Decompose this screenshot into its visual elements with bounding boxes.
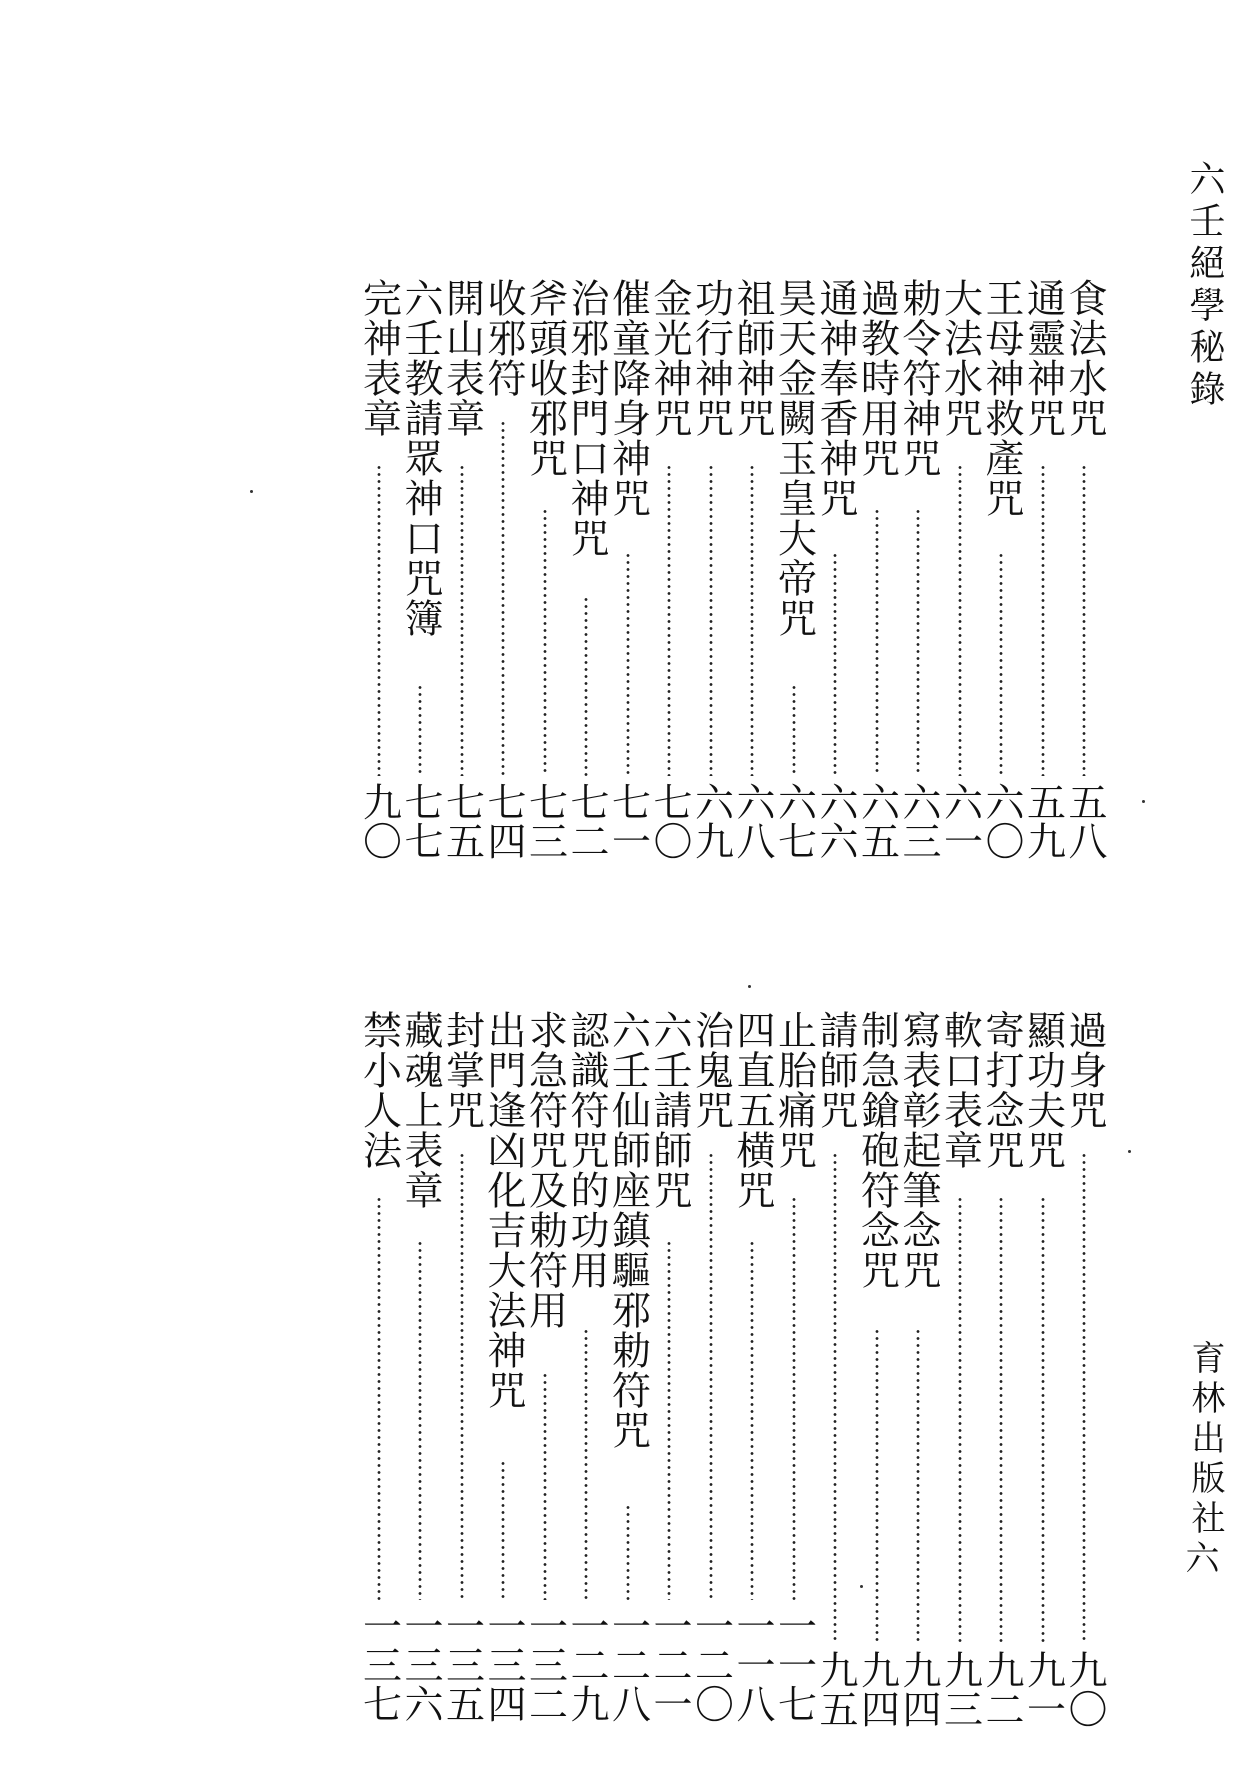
toc-entry <box>606 278 650 870</box>
toc-entry-page: 五九 <box>1020 782 1066 860</box>
toc-entry-page: 七七 <box>398 782 443 860</box>
toc-entry <box>1021 278 1065 870</box>
toc-entry-title: 王母神救產咒 <box>979 278 1024 518</box>
toc-entry-title: 斧頭收邪咒 <box>522 278 568 478</box>
toc-entry-page: 九三 <box>937 1650 983 1728</box>
toc-entry-page: 七一 <box>605 782 651 860</box>
toc-entry-page: 九〇 <box>356 782 402 860</box>
toc-entry-title: 禁小人法 <box>356 1010 402 1170</box>
toc-entry <box>647 278 691 870</box>
toc-entry <box>647 1010 691 1738</box>
toc-entry <box>772 1010 816 1738</box>
toc-entry <box>813 278 857 870</box>
toc-entry-page: 六一 <box>937 782 983 860</box>
toc-entry <box>564 278 608 870</box>
toc-dot-leader <box>418 1240 422 1600</box>
toc-entry-title: 治鬼咒 <box>688 1010 734 1130</box>
toc-entry <box>357 278 401 870</box>
page-number: 六 <box>1179 1540 1219 1574</box>
toc-entry-page: 一三四 <box>481 1606 526 1723</box>
toc-dot-leader <box>626 1504 630 1600</box>
toc-entry <box>1062 278 1106 870</box>
toc-entry-title: 封掌咒 <box>439 1010 485 1130</box>
toc-entry <box>938 1010 982 1738</box>
toc-entry <box>440 1010 484 1738</box>
toc-entry-title: 制急鎗砲符念咒 <box>854 1010 900 1290</box>
toc-entry-page: 九五 <box>813 1650 858 1728</box>
toc-entry-title: 藏魂上表章 <box>398 1010 443 1210</box>
toc-entry-title: 祖師神咒 <box>730 278 775 438</box>
toc-entry-page: 六八 <box>730 782 775 860</box>
toc-entry-page: 六五 <box>854 782 900 860</box>
toc-dot-leader <box>709 1152 713 1600</box>
toc-entry-page: 一二八 <box>605 1606 651 1723</box>
toc-entry-title: 過教時用咒 <box>854 278 900 478</box>
toc-entry-title: 認識符咒的功用 <box>564 1010 609 1290</box>
toc-entry-page: 一三五 <box>439 1606 485 1723</box>
toc-entry-page: 九四 <box>854 1650 900 1728</box>
toc-entry <box>730 1010 774 1738</box>
toc-entry-title: 求急符咒及勅符用 <box>522 1010 568 1330</box>
toc-entry-title: 功行神咒 <box>688 278 734 438</box>
toc-entry-title: 寄打念咒 <box>979 1010 1024 1170</box>
toc-dot-leader <box>709 464 713 776</box>
toc-entry <box>523 278 567 870</box>
toc-entry-title: 軟口表章 <box>937 1010 983 1170</box>
toc-entry <box>523 1010 567 1738</box>
toc-entry-title: 通靈神咒 <box>1020 278 1066 438</box>
toc-entry-title: 開山表章 <box>439 278 485 438</box>
toc-entry-title: 六壬教請眾神口咒簿 <box>398 278 443 638</box>
toc-entry-title: 大法水咒 <box>937 278 983 438</box>
toc-entry-page: 七〇 <box>647 782 692 860</box>
toc-entry <box>979 278 1023 870</box>
toc-entry-page: 一三七 <box>356 1606 402 1723</box>
toc-entry-page: 一三二 <box>522 1606 568 1723</box>
toc-entry-page: 七三 <box>522 782 568 860</box>
toc-entry <box>1021 1010 1065 1738</box>
toc-entry-title: 治邪封門口神咒 <box>564 278 609 558</box>
toc-entry <box>689 1010 733 1738</box>
toc-dot-leader <box>460 1152 464 1600</box>
toc-entry-title: 六壬請師咒 <box>647 1010 692 1210</box>
toc-entry <box>398 278 442 870</box>
toc-dot-leader <box>833 1152 837 1644</box>
toc-dot-leader <box>833 552 837 776</box>
toc-dot-leader <box>916 508 920 776</box>
toc-entry-page: 六〇 <box>979 782 1024 860</box>
toc-entry <box>689 278 733 870</box>
toc-entry-page: 五八 <box>1062 782 1107 860</box>
toc-entry-title: 昊天金闕玉皇大帝咒 <box>771 278 817 638</box>
toc-dot-leader <box>543 1372 547 1600</box>
toc-entry <box>772 278 816 870</box>
toc-dot-leader <box>1082 1152 1086 1644</box>
toc-entry <box>398 1010 442 1738</box>
toc-entry-page: 六六 <box>813 782 858 860</box>
toc-entry-page: 六三 <box>896 782 941 860</box>
toc-entry-page: 一三六 <box>398 1606 443 1723</box>
toc-dot-leader <box>543 508 547 776</box>
toc-dot-leader <box>958 1196 962 1644</box>
toc-entry-page: 九四 <box>896 1650 941 1728</box>
toc-entry-title: 收邪符 <box>481 278 526 398</box>
toc-entry-title: 止胎痛咒 <box>771 1010 817 1170</box>
toc-dot-leader <box>958 464 962 776</box>
toc-dot-leader <box>667 1240 671 1600</box>
toc-entry <box>481 1010 525 1738</box>
toc-dot-leader <box>418 684 422 776</box>
toc-entry <box>606 1010 650 1738</box>
toc-entry-page: 六九 <box>688 782 734 860</box>
toc-dot-leader <box>626 552 630 776</box>
toc-dot-leader <box>584 1328 588 1600</box>
toc-dot-leader <box>377 464 381 776</box>
toc-dot-leader <box>916 1328 920 1644</box>
toc-entry <box>979 1010 1023 1738</box>
toc-entry-page: 七五 <box>439 782 485 860</box>
toc-dot-leader <box>875 508 879 776</box>
book-title: 六壬絕學秘錄 <box>1184 160 1225 412</box>
toc-entry <box>730 278 774 870</box>
toc-entry-title: 顯功夫咒 <box>1020 1010 1066 1170</box>
toc-entry <box>813 1010 857 1738</box>
toc-dot-leader <box>792 1196 796 1600</box>
toc-entry-title: 催童降身神咒 <box>605 278 651 518</box>
toc-entry <box>1062 1010 1106 1738</box>
toc-entry <box>481 278 525 870</box>
publisher: 育林出版社 <box>1185 1340 1225 1540</box>
toc-dot-leader <box>792 684 796 776</box>
toc-entry <box>896 278 940 870</box>
toc-dot-leader <box>1041 464 1045 776</box>
toc-dot-leader <box>460 464 464 776</box>
toc-dot-leader <box>999 552 1003 776</box>
toc-entry-title: 六壬仙師座鎮驅邪勅符咒 <box>605 1010 651 1450</box>
toc-dot-leader <box>750 464 754 776</box>
toc-entry-page: 九一 <box>1020 1650 1066 1728</box>
toc-entry-title: 食法水咒 <box>1062 278 1107 438</box>
toc-dot-leader <box>501 1460 505 1600</box>
toc-dot-leader <box>377 1196 381 1600</box>
toc-dot-leader <box>999 1196 1003 1644</box>
toc-entry-page: 六七 <box>771 782 817 860</box>
toc-entry-title: 完神表章 <box>356 278 402 438</box>
toc-entry <box>357 1010 401 1738</box>
toc-entry-title: 過身咒 <box>1062 1010 1107 1130</box>
toc-entry-page: 七二 <box>564 782 609 860</box>
toc-entry-page: 九〇 <box>1062 1650 1107 1728</box>
toc-entry-title: 通神奉香神咒 <box>813 278 858 518</box>
toc-entry-title: 請師咒 <box>813 1010 858 1130</box>
toc-entry-page: 七四 <box>481 782 526 860</box>
toc-dot-leader <box>1041 1196 1045 1644</box>
toc-entry-title: 勅令符神咒 <box>896 278 941 478</box>
toc-entry-page: 九二 <box>979 1650 1024 1728</box>
toc-dot-leader <box>1082 464 1086 776</box>
toc-entry <box>855 278 899 870</box>
toc-entry-page: 一一七 <box>771 1606 817 1723</box>
toc-entry-page: 一二一 <box>647 1606 692 1723</box>
toc-entry-title: 金光神咒 <box>647 278 692 438</box>
toc-entry <box>896 1010 940 1738</box>
toc-entry-page: 一一八 <box>730 1606 775 1723</box>
toc-entry <box>855 1010 899 1738</box>
toc-dot-leader <box>584 596 588 776</box>
toc-entry-page: 一二九 <box>564 1606 609 1723</box>
toc-entry <box>938 278 982 870</box>
toc-dot-leader <box>750 1240 754 1600</box>
toc-dot-leader <box>501 420 505 776</box>
toc-entry-page: 一二〇 <box>688 1606 734 1723</box>
toc-entry <box>564 1010 608 1738</box>
toc-dot-leader <box>667 464 671 776</box>
toc-entry-title: 寫表彰起筆念咒 <box>896 1010 941 1290</box>
toc-entry-title: 出門逢凶化吉大法神咒 <box>481 1010 526 1410</box>
toc-entry-title: 四直五横咒 <box>730 1010 775 1210</box>
toc-dot-leader <box>875 1328 879 1644</box>
toc-entry <box>440 278 484 870</box>
